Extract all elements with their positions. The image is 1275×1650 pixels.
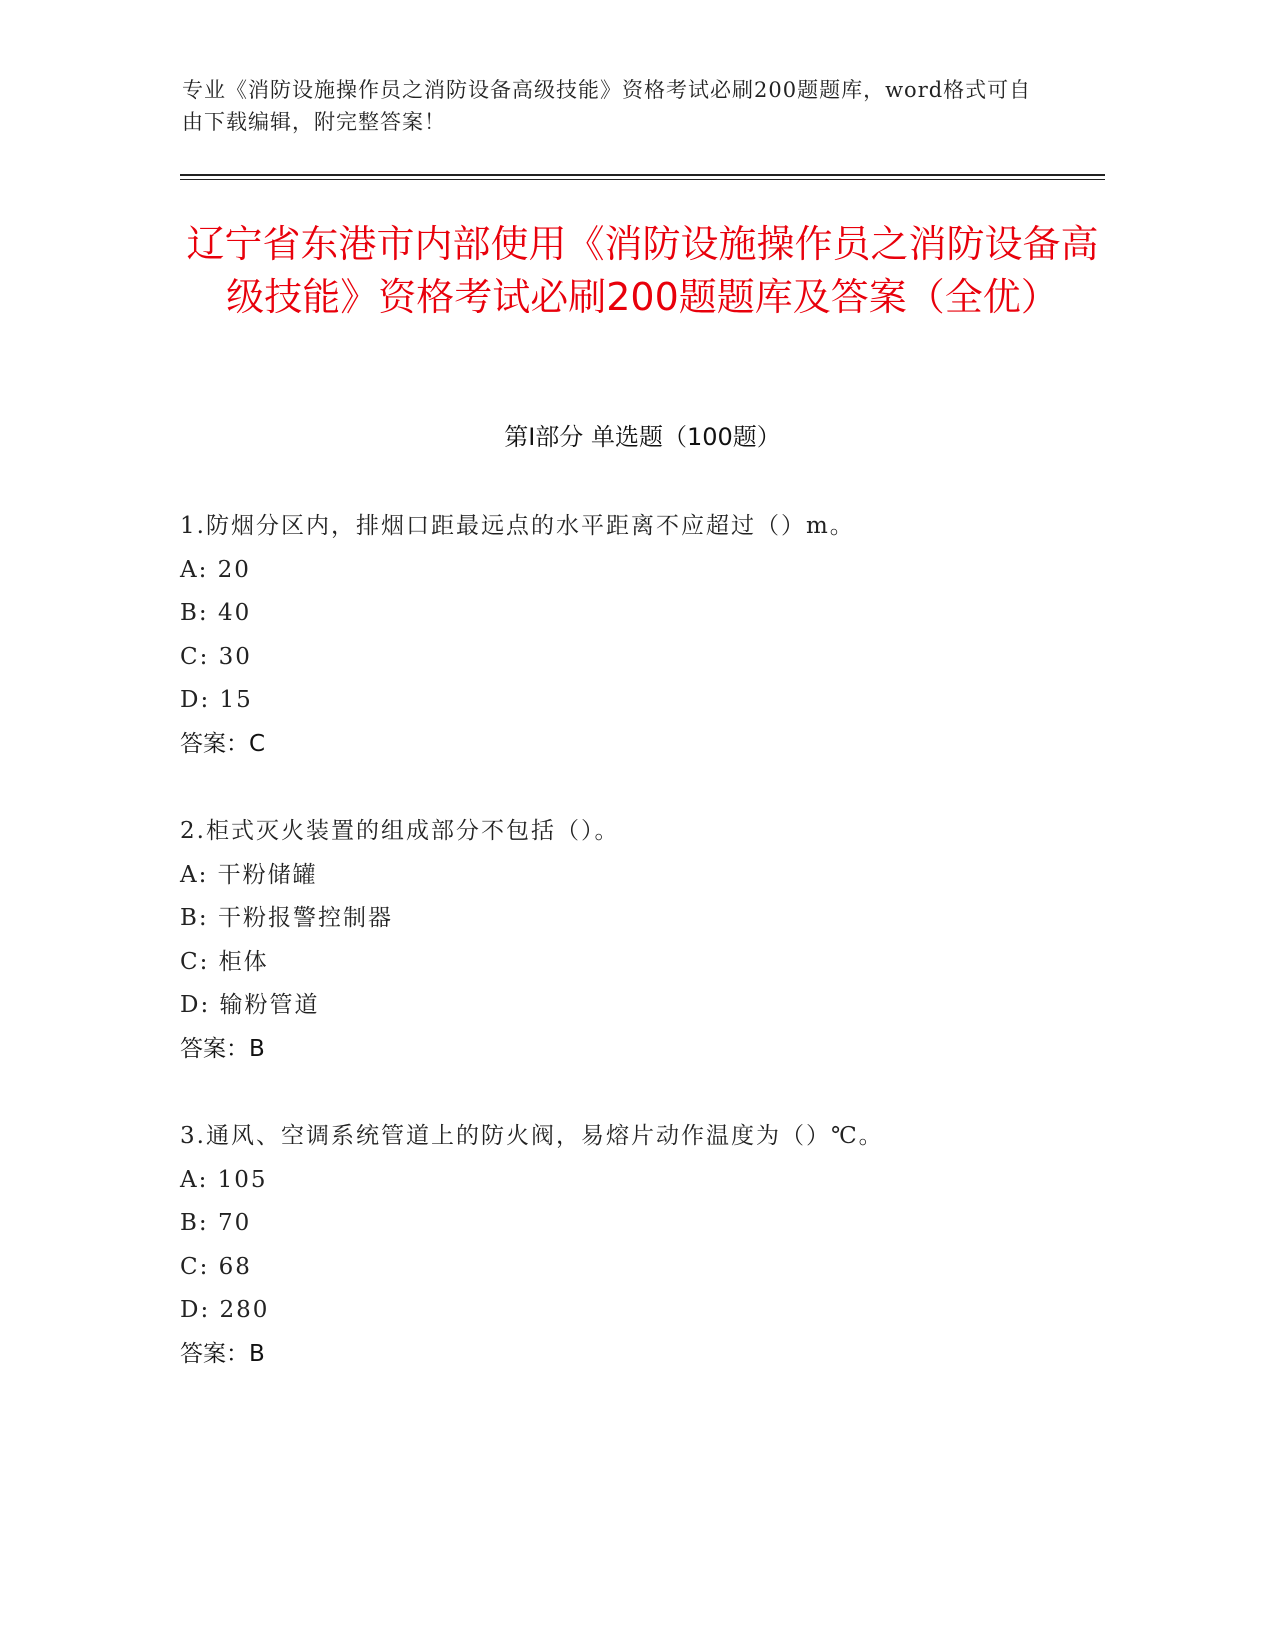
option-a: A: 干粉储罐	[180, 861, 318, 888]
option-c: C: 68	[180, 1253, 252, 1280]
document-title: 辽宁省东港市内部使用《消防设施操作员之消防设备高级技能》资格考试必刷200题题库及答案（全优）	[186, 222, 1099, 319]
header-divider-thin	[180, 179, 1105, 180]
option-b: B: 干粉报警控制器	[180, 905, 393, 931]
option-c: C: 柜体	[180, 948, 269, 975]
question-item	[180, 505, 1105, 766]
option-d: D: 输粉管道	[180, 992, 320, 1018]
option-b: B: 40	[180, 600, 252, 626]
question-stem: 2.柜式灭火装置的组成部分不包括（）。	[180, 818, 620, 844]
option-a: A: 105	[180, 1166, 268, 1193]
header-note: 专业《消防设施操作员之消防设备高级技能》资格考试必刷200题题库，word格式可自由下载编辑，附完整答案！	[182, 78, 1032, 134]
option-d: D: 280	[180, 1297, 270, 1323]
answer-line: 答案：B	[180, 1035, 265, 1062]
section-heading: 第Ⅰ部分 单选题（100题）	[504, 423, 781, 451]
question-item	[180, 810, 1105, 1071]
question-item	[180, 1115, 1105, 1376]
option-b: B: 70	[180, 1210, 252, 1236]
answer-line: 答案：B	[180, 1340, 265, 1367]
question-stem: 3.通风、空调系统管道上的防火阀，易熔片动作温度为（）℃。	[180, 1123, 884, 1149]
option-d: D: 15	[180, 687, 253, 713]
option-c: C: 30	[180, 643, 252, 670]
answer-line: 答案：C	[180, 730, 266, 757]
question-stem: 1.防烟分区内，排烟口距最远点的水平距离不应超过（）m。	[180, 513, 855, 539]
option-a: A: 20	[180, 556, 251, 583]
header-divider-thick	[180, 174, 1105, 176]
